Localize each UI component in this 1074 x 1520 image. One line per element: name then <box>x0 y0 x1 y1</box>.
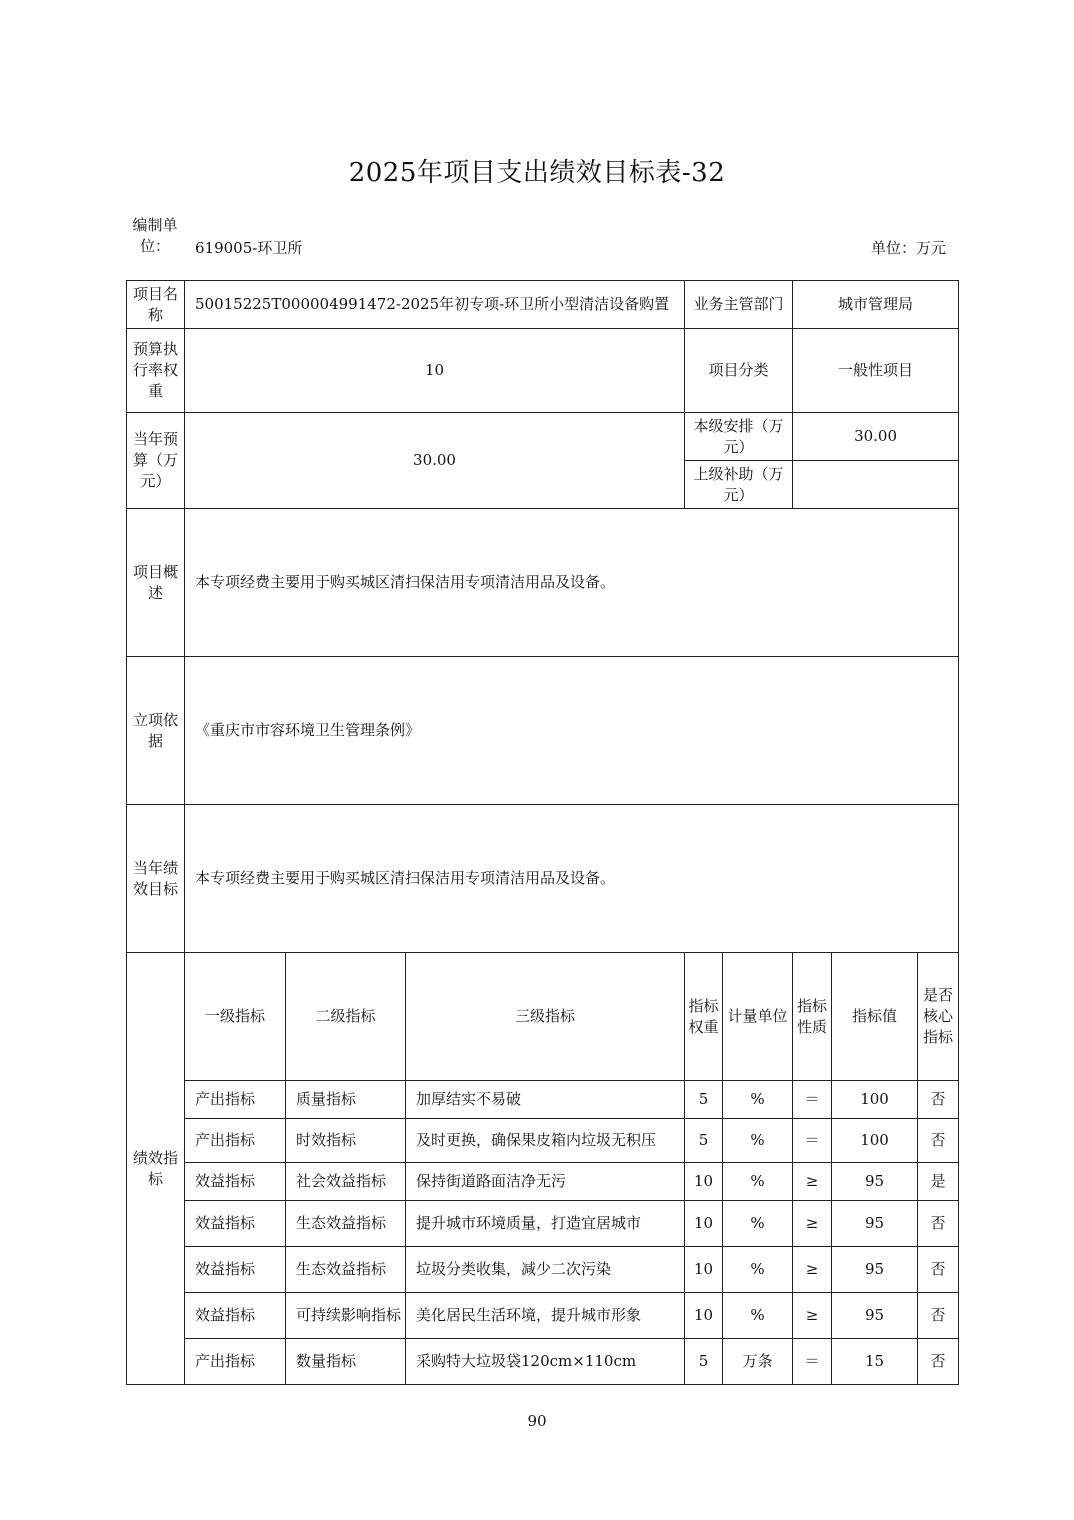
unit-cell: % <box>723 1201 793 1247</box>
header-unit: 计量单位 <box>723 953 793 1081</box>
level3-cell: 及时更换，确保果皮箱内垃圾无积压 <box>406 1119 685 1163</box>
level3-cell: 垃圾分类收集，减少二次污染 <box>406 1247 685 1293</box>
level2-cell: 数量指标 <box>286 1339 406 1385</box>
nature-cell: ＝ <box>793 1081 832 1119</box>
unit-cell: % <box>723 1081 793 1119</box>
core-cell: 是 <box>918 1163 959 1201</box>
category-value: 一般性项目 <box>793 329 959 413</box>
upper-value <box>793 461 959 509</box>
level1-cell: 效益指标 <box>185 1293 286 1339</box>
overview-value: 本专项经费主要用于购买城区清扫保洁用专项清洁用品及设备。 <box>185 509 959 657</box>
core-cell: 否 <box>918 1247 959 1293</box>
upper-label: 上级补助（万元） <box>685 461 793 509</box>
level1-cell: 产出指标 <box>185 1119 286 1163</box>
level-label: 本级安排（万元） <box>685 413 793 461</box>
unit-cell: % <box>723 1119 793 1163</box>
header-nature: 指标性质 <box>793 953 832 1081</box>
level2-cell: 质量指标 <box>286 1081 406 1119</box>
nature-cell: ≥ <box>793 1293 832 1339</box>
level1-cell: 产出指标 <box>185 1081 286 1119</box>
unit-cell: % <box>723 1247 793 1293</box>
nature-cell: ≥ <box>793 1201 832 1247</box>
value-cell: 95 <box>832 1293 918 1339</box>
table-row <box>127 1201 959 1247</box>
goal-label: 当年绩效目标 <box>127 805 185 953</box>
exec-weight-label: 预算执行率权重 <box>127 329 185 413</box>
value-cell: 15 <box>832 1339 918 1385</box>
level2-cell: 生态效益指标 <box>286 1247 406 1293</box>
unit-cell: 万条 <box>723 1339 793 1385</box>
weight-cell: 10 <box>685 1293 723 1339</box>
compiling-unit-value: 619005-环卫所 <box>195 239 303 257</box>
core-cell: 否 <box>918 1201 959 1247</box>
indicators-section-label: 绩效指标 <box>127 953 185 1385</box>
page-number: 90 <box>527 1412 547 1430</box>
header-level1: 一级指标 <box>185 953 286 1081</box>
project-name-label: 项目名称 <box>127 281 185 329</box>
header-weight: 指标权重 <box>685 953 723 1081</box>
category-label: 项目分类 <box>685 329 793 413</box>
basis-label: 立项依据 <box>127 657 185 805</box>
nature-cell: ＝ <box>793 1119 832 1163</box>
weight-cell: 5 <box>685 1081 723 1119</box>
overview-label: 项目概述 <box>127 509 185 657</box>
table-row <box>127 1163 959 1201</box>
dept-label: 业务主管部门 <box>685 281 793 329</box>
nature-cell: ≥ <box>793 1163 832 1201</box>
weight-cell: 10 <box>685 1201 723 1247</box>
exec-weight-row <box>127 329 959 413</box>
level1-cell: 效益指标 <box>185 1201 286 1247</box>
project-name-row <box>127 281 959 329</box>
exec-weight-value: 10 <box>185 329 685 413</box>
basis-value: 《重庆市市容环境卫生管理条例》 <box>185 657 959 805</box>
header-core: 是否核心指标 <box>918 953 959 1081</box>
project-name-value: 50015225T000004991472-2025年初专项-环卫所小型清洁设备购置 <box>185 281 685 329</box>
core-cell: 否 <box>918 1119 959 1163</box>
indicator-header-row <box>127 953 959 1081</box>
budget-value: 30.00 <box>185 413 685 509</box>
level1-cell: 效益指标 <box>185 1163 286 1201</box>
level2-cell: 可持续影响指标 <box>286 1293 406 1339</box>
level1-cell: 效益指标 <box>185 1247 286 1293</box>
value-cell: 95 <box>832 1247 918 1293</box>
weight-cell: 10 <box>685 1163 723 1201</box>
core-cell: 否 <box>918 1293 959 1339</box>
level3-cell: 加厚结实不易破 <box>406 1081 685 1119</box>
value-cell: 95 <box>832 1201 918 1247</box>
basis-row <box>127 657 959 805</box>
weight-cell: 5 <box>685 1119 723 1163</box>
header-level2: 二级指标 <box>286 953 406 1081</box>
level3-cell: 采购特大垃圾袋120cm×110cm <box>406 1339 685 1385</box>
table-row <box>127 1119 959 1163</box>
level2-cell: 生态效益指标 <box>286 1201 406 1247</box>
unit-cell: % <box>723 1293 793 1339</box>
header-value: 指标值 <box>832 953 918 1081</box>
table-row <box>127 1081 959 1119</box>
budget-row <box>127 413 959 461</box>
table-row <box>127 1293 959 1339</box>
compiling-unit-label: 编制单位： <box>132 216 178 255</box>
level3-cell: 提升城市环境质量，打造宜居城市 <box>406 1201 685 1247</box>
currency-unit: 单位：万元 <box>870 239 946 257</box>
value-cell: 95 <box>832 1163 918 1201</box>
weight-cell: 10 <box>685 1247 723 1293</box>
unit-cell: % <box>723 1163 793 1201</box>
goal-value: 本专项经费主要用于购买城区清扫保洁用专项清洁用品及设备。 <box>185 805 959 953</box>
goal-row <box>127 805 959 953</box>
header-level3: 三级指标 <box>406 953 685 1081</box>
dept-value: 城市管理局 <box>793 281 959 329</box>
level1-cell: 产出指标 <box>185 1339 286 1385</box>
level2-cell: 社会效益指标 <box>286 1163 406 1201</box>
table-row <box>127 1247 959 1293</box>
value-cell: 100 <box>832 1119 918 1163</box>
level3-cell: 美化居民生活环境，提升城市形象 <box>406 1293 685 1339</box>
level-value: 30.00 <box>793 413 959 461</box>
core-cell: 否 <box>918 1081 959 1119</box>
weight-cell: 5 <box>685 1339 723 1385</box>
core-cell: 否 <box>918 1339 959 1385</box>
page-title: 2025年项目支出绩效目标表-32 <box>348 158 726 188</box>
nature-cell: ≥ <box>793 1247 832 1293</box>
overview-row <box>127 509 959 657</box>
performance-target-table <box>126 280 959 1385</box>
value-cell: 100 <box>832 1081 918 1119</box>
nature-cell: ＝ <box>793 1339 832 1385</box>
budget-label: 当年预算（万元） <box>127 413 185 509</box>
level2-cell: 时效指标 <box>286 1119 406 1163</box>
table-row <box>127 1339 959 1385</box>
level3-cell: 保持街道路面洁净无污 <box>406 1163 685 1201</box>
